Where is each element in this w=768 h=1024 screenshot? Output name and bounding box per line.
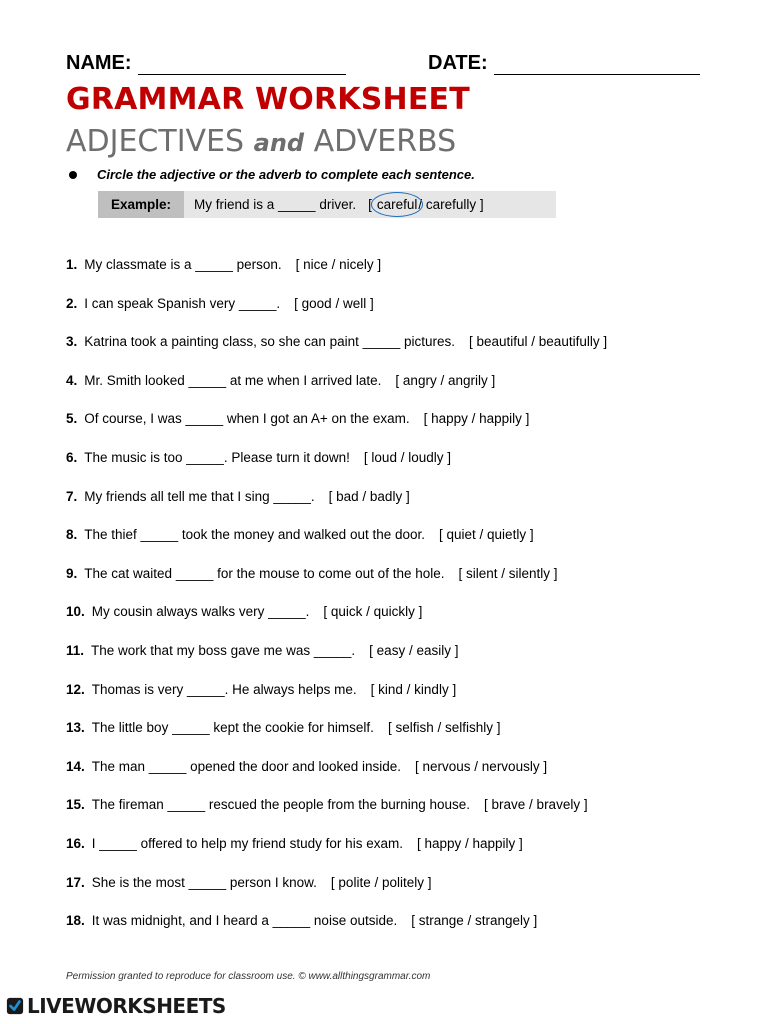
- question-item: [66, 527, 726, 566]
- question-options[interactable]: [ brave / bravely ]: [484, 797, 588, 813]
- question-number: 5.: [66, 411, 78, 427]
- question-text: My classmate is a _____ person.: [84, 257, 282, 272]
- question-text: Katrina took a painting class, so she can paint _____ pictures.: [84, 334, 455, 350]
- question-options[interactable]: [ kind / kindly ]: [370, 681, 457, 697]
- question-number: 15.: [66, 797, 85, 813]
- question-number: 2.: [66, 295, 78, 311]
- question-options[interactable]: [ easy / easily ]: [369, 642, 459, 658]
- example-circled-option: careful: [376, 197, 418, 212]
- question-options[interactable]: [ happy / happily ]: [416, 835, 523, 851]
- question-text: I _____ offered to help my friend study for his exam.: [91, 835, 403, 851]
- question-options[interactable]: [ good / well ]: [294, 295, 374, 311]
- question-text: Of course, I was _____ when I got an A+ on the exam.: [84, 411, 410, 427]
- worksheet-title: GRAMMAR WORKSHEET: [66, 82, 470, 117]
- question-item: [66, 566, 726, 605]
- example-rest-options: / carefully ]: [418, 197, 484, 212]
- question-item: [66, 257, 726, 296]
- question-text: Mr. Smith looked _____ at me when I arrived late.: [84, 372, 382, 388]
- question-text: The fireman _____ rescued the people from the burning house.: [91, 797, 471, 813]
- question-text: Thomas is very _____. He always helps me.: [91, 681, 357, 697]
- date-blank-line[interactable]: [494, 55, 700, 75]
- question-number: 1.: [66, 257, 78, 272]
- question-options[interactable]: [ angry / angrily ]: [395, 372, 496, 388]
- subtitle-adverbs: ADVERBS: [313, 124, 457, 159]
- question-number: 7.: [66, 488, 78, 504]
- example-box: [98, 191, 556, 218]
- name-label: NAME:: [66, 52, 132, 74]
- footer-permission-note: Permission granted to reproduce for classroom use. © www.allthingsgrammar.com: [66, 971, 431, 982]
- question-text: It was midnight, and I heard a _____ noise outside.: [91, 913, 398, 929]
- question-text: The music is too _____. Please turn it down!: [84, 449, 350, 465]
- question-item: [66, 720, 726, 759]
- date-label: DATE:: [428, 52, 488, 74]
- question-options[interactable]: [ selfish / selfishly ]: [387, 720, 501, 736]
- header-row: [66, 52, 706, 78]
- question-options[interactable]: [ strange / strangely ]: [411, 913, 538, 929]
- question-number: 13.: [66, 720, 85, 736]
- liveworksheets-logo-icon: [6, 997, 24, 1015]
- question-number: 18.: [66, 913, 85, 929]
- question-options[interactable]: [ silent / silently ]: [458, 565, 558, 581]
- question-options[interactable]: [ nice / nicely ]: [295, 257, 382, 272]
- bullet-icon: [69, 171, 77, 179]
- question-number: 11.: [66, 642, 85, 658]
- question-item: [66, 373, 726, 412]
- brand[interactable]: [6, 994, 226, 1018]
- question-item: [66, 875, 726, 914]
- question-options[interactable]: [ quiet / quietly ]: [439, 527, 534, 543]
- question-number: 9.: [66, 565, 78, 581]
- question-item: [66, 296, 726, 335]
- question-item: [66, 643, 726, 682]
- question-number: 3.: [66, 334, 78, 350]
- question-text: I can speak Spanish very _____.: [84, 295, 281, 311]
- instruction-text: Circle the adjective or the adverb to complete each sentence.: [97, 167, 475, 182]
- question-item: [66, 797, 726, 836]
- question-number: 16.: [66, 835, 85, 851]
- name-field: [66, 52, 346, 75]
- question-options[interactable]: [ bad / badly ]: [328, 488, 410, 504]
- question-text: The little boy _____ kept the cookie for himself.: [91, 720, 374, 736]
- question-number: 12.: [66, 681, 85, 697]
- example-options: [368, 197, 484, 212]
- question-item: [66, 604, 726, 643]
- question-number: 10.: [66, 604, 85, 620]
- question-item: [66, 411, 726, 450]
- question-text: The cat waited _____ for the mouse to come out of the hole.: [84, 565, 445, 581]
- question-item: [66, 836, 726, 875]
- question-text: The man _____ opened the door and looked inside.: [91, 758, 402, 774]
- question-number: 14.: [66, 758, 85, 774]
- example-sentence: My friend is a _____ driver.: [194, 197, 357, 212]
- question-item: [66, 334, 726, 373]
- question-item: [66, 913, 726, 952]
- question-number: 6.: [66, 449, 78, 465]
- question-options[interactable]: [ polite / politely ]: [330, 874, 432, 890]
- question-options[interactable]: [ loud / loudly ]: [363, 449, 451, 465]
- example-open-bracket: [: [368, 197, 372, 212]
- brand-name: LIVEWORKSHEETS: [27, 994, 226, 1018]
- question-item: [66, 759, 726, 798]
- instruction: [66, 167, 666, 182]
- subtitle-and: and: [253, 129, 305, 157]
- date-field: [428, 52, 700, 75]
- example-label: Example:: [98, 191, 184, 218]
- question-number: 8.: [66, 527, 78, 543]
- question-item: [66, 489, 726, 528]
- question-text: My cousin always walks very _____.: [91, 604, 310, 620]
- name-blank-line[interactable]: [138, 55, 346, 75]
- question-number: 17.: [66, 874, 85, 890]
- question-item: [66, 450, 726, 489]
- question-text: The work that my boss gave me was _____.: [91, 642, 356, 658]
- question-text: My friends all tell me that I sing _____.: [84, 488, 315, 504]
- question-options[interactable]: [ happy / happily ]: [423, 411, 530, 427]
- subtitle-adjectives: ADJECTIVES: [66, 124, 245, 159]
- question-number: 4.: [66, 372, 78, 388]
- worksheet-subtitle: [66, 124, 456, 159]
- question-options[interactable]: [ nervous / nervously ]: [415, 758, 548, 774]
- question-list: [66, 257, 726, 952]
- question-text: The thief _____ took the money and walked out the door.: [84, 527, 426, 543]
- question-options[interactable]: [ quick / quickly ]: [323, 604, 423, 620]
- question-item: [66, 682, 726, 721]
- question-options[interactable]: [ beautiful / beautifully ]: [469, 334, 608, 350]
- question-text: She is the most _____ person I know.: [91, 874, 317, 890]
